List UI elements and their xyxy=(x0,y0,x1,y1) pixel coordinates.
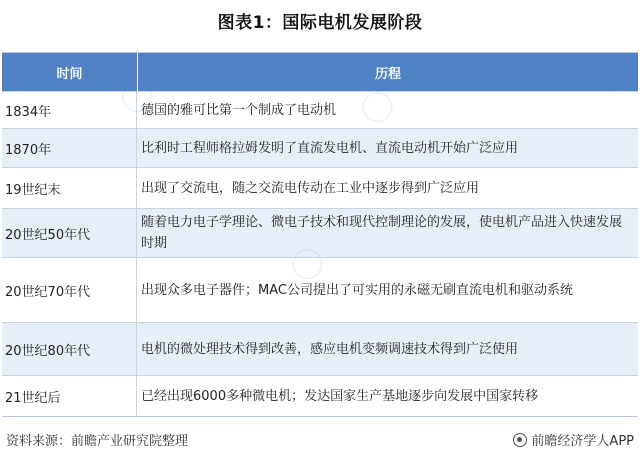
chart-title: 图表1：国际电机发展阶段 xyxy=(217,13,423,33)
table-row xyxy=(2,257,638,322)
row-time: 21世纪后 xyxy=(2,376,137,416)
watermark-logo: ◯ xyxy=(355,83,399,128)
row-event: 出现了交流电，随之交流电传动在工业中逐步得到广泛应用 xyxy=(141,180,480,196)
watermark-logo: ◯ xyxy=(115,73,159,118)
row-event: 出现众多电子器件；MAC公司提出了可实用的永磁无刷直流电机和驱动系统 xyxy=(141,282,573,298)
row-time: 20世纪50年代 xyxy=(2,209,137,257)
table-row xyxy=(2,128,638,167)
row-time: 20世纪70年代 xyxy=(2,258,137,322)
header-history: 历程 xyxy=(374,66,401,82)
watermark-logo: ◯ xyxy=(285,240,329,285)
brand-name: 前瞻经济学人APP xyxy=(531,434,634,449)
row-event: 随着电力电子学理论、微电子技术和现代控制理论的发展，使电机产品进入快速发展时期 xyxy=(141,215,623,251)
row-event: 已经出现6000多种微电机；发达国家生产基地逐步向发展中国家转移 xyxy=(141,388,539,404)
brand-label xyxy=(513,430,634,449)
table-header xyxy=(2,53,638,91)
table-row xyxy=(2,167,638,208)
table-row xyxy=(2,322,638,375)
source-note: 资料来源：前瞻产业研究院整理 xyxy=(6,434,189,449)
table-row xyxy=(2,91,638,128)
table-row xyxy=(2,375,638,416)
row-time: 20世纪80年代 xyxy=(2,323,137,375)
row-event: 德国的雅可比第一个制成了电动机 xyxy=(141,102,337,118)
row-time: 1834年 xyxy=(2,92,137,128)
row-event: 电机的微处理技术得到改善，感应电机变频调速技术得到广泛使用 xyxy=(141,341,519,357)
table-row xyxy=(2,208,638,257)
row-time: 1870年 xyxy=(2,129,137,167)
footer xyxy=(6,430,634,449)
brand-logo-icon xyxy=(513,433,527,447)
row-time: 19世纪末 xyxy=(2,168,137,208)
header-time: 时间 xyxy=(2,53,138,91)
row-event: 比利时工程师格拉姆发明了直流发电机、直流电动机开始广泛应用 xyxy=(141,140,519,156)
development-table xyxy=(2,52,638,417)
